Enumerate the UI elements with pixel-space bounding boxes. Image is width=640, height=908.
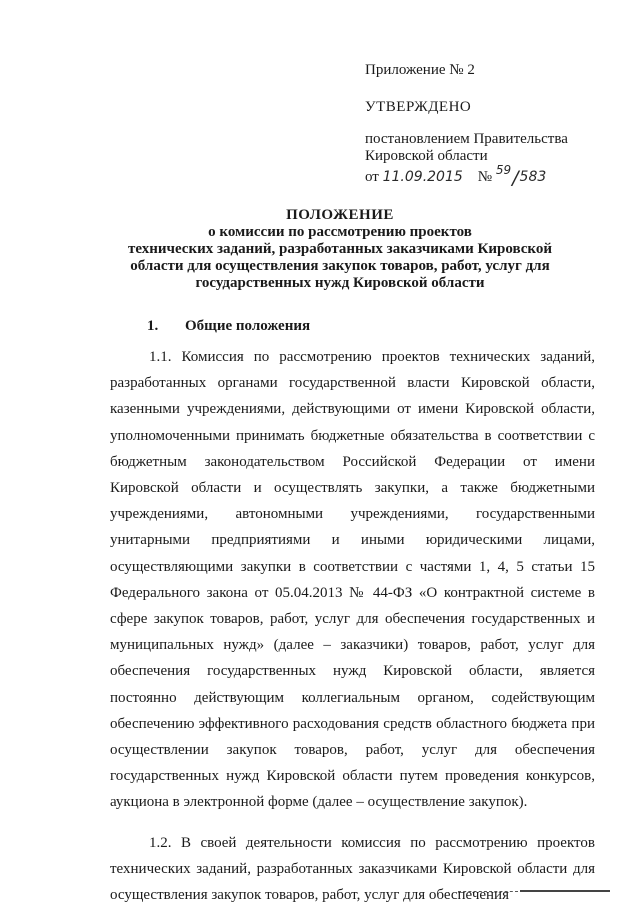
- title-line-4: государственных нужд Кировской области: [195, 275, 485, 291]
- document-title-block: [100, 207, 580, 292]
- footer-dash-right: [520, 890, 610, 892]
- slash-mark: /: [512, 167, 519, 189]
- paragraph-1-2: 1.2. В своей деятельности комиссия по рассмотрению проектов технических заданий, разработанных заказчиками Кировской области для осуществления закупок товаров, работ, услуг для обеспечения: [110, 834, 595, 904]
- title-line-3: области для осуществления закупок товаров, работ, услуг для: [130, 258, 550, 274]
- body-text: [110, 344, 595, 908]
- number-label: №: [477, 169, 493, 185]
- resolution-line-1: постановлением Правительства: [365, 131, 568, 147]
- date-label: от: [365, 169, 379, 185]
- document-title: ПОЛОЖЕНИЕ: [286, 207, 394, 223]
- handwritten-number-bottom: 583: [519, 169, 547, 185]
- paragraph-1-1: 1.1. Комиссия по рассмотрению проектов технических заданий, разработанных органами государственной власти Кировской области, казенными учреждениями, действующими от имени Кировской области, уполномоченными принимать бюджетные обязательства в соответствии с бюджетным законодательством Российской Федерации от имени Кировской области и осуществлять закупки, а также бюджетными учреждениями, автономными учреждениями, государственными унитарными предприятиями и иными юридическими лицами, осуществляющими закупки в соответствии с частями 1, 4, 5 статьи 15 Федерального закона от 05.04.2013 № 44-ФЗ «О контрактной системе в сфере закупок товаров, работ, услуг для обеспечения государственных и муниципальных нужд» (далее – заказчики) товаров, работ, услуг для обеспечения государственных нужд Кировской области, является постоянно действующим коллегиальным органом, содействующим обеспечению эффективного расходования средств областного бюджета при осуществлении закупок товаров, работ, услуг для обеспечения государственных нужд Кировской области путем проведения конкурсов, аукциона в электронной форме (далее – осуществление закупок).: [110, 349, 595, 811]
- handwritten-date: 11.09.2015: [382, 169, 463, 185]
- handwritten-number: [495, 163, 547, 189]
- approved-stamp: УТВЕРЖДЕНО: [365, 99, 472, 115]
- footer-dash-left: [458, 891, 518, 892]
- section-title: Общие положения: [185, 318, 311, 334]
- resolution-line-2: Кировской области: [365, 148, 488, 164]
- title-line-2: технических заданий, разработанных заказчиками Кировской: [128, 241, 552, 257]
- annex-label: Приложение № 2: [365, 62, 475, 78]
- approval-block: [365, 62, 615, 189]
- footer-divider: [458, 888, 608, 894]
- section-number: 1.: [147, 318, 159, 334]
- date-number-line: [365, 163, 615, 189]
- title-line-1: о комиссии по рассмотрению проектов: [208, 224, 472, 240]
- handwritten-number-top: 59: [495, 163, 512, 177]
- section-heading: [147, 318, 310, 335]
